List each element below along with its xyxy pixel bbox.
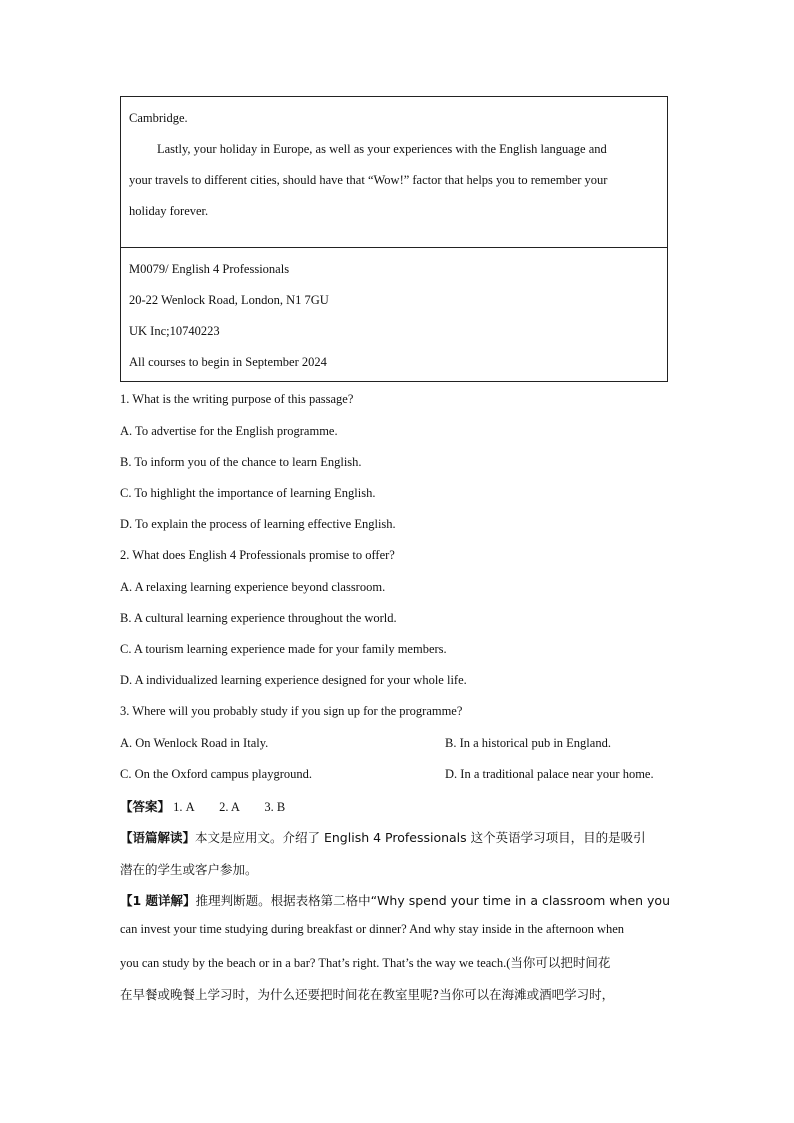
contact-company-id: UK Inc;10740223 (129, 324, 220, 338)
question-2-option-b: B. A cultural learning experience throughout the world. (120, 611, 397, 625)
interpretation-text-1: 本文是应用文。介绍了 English 4 Professionals 这个英语学习项目，目的是吸引 (195, 830, 646, 845)
contact-program: M0079/ English 4 Professionals (129, 262, 290, 276)
detail-line-1 (120, 891, 670, 909)
question-2-stem: 2. What does English 4 Professionals promise to offer? (120, 548, 395, 562)
interpretation-line-2: 潜在的学生或客户参加。 (120, 862, 258, 877)
contact-start-date: All courses to begin in September 2024 (129, 355, 327, 369)
interpretation-line-1 (120, 828, 646, 846)
question-3-option-a: A. On Wenlock Road in Italy. (120, 736, 269, 750)
question-1-stem: 1. What is the writing purpose of this passage? (120, 392, 354, 406)
answer-line (120, 797, 285, 815)
question-2-option-d: D. A individualized learning experience designed for your whole life. (120, 673, 467, 687)
contact-address: 20-22 Wenlock Road, London, N1 7GU (129, 293, 329, 307)
table-cell-passage (121, 97, 667, 248)
answer-tag: 【答案】 (120, 799, 171, 814)
question-1-option-d: D. To explain the process of learning effective English. (120, 517, 396, 531)
detail-tag: 【1 题详解】 (120, 893, 196, 908)
question-3-stem: 3. Where will you probably study if you sign up for the programme? (120, 704, 463, 718)
interpretation-tag: 【语篇解读】 (120, 830, 196, 845)
detail-text-1: 推理判断题。根据表格第二格中“Why spend your time in a classroom when you (195, 893, 670, 908)
passage-line-4: holiday forever. (129, 204, 209, 218)
info-table (120, 96, 668, 382)
question-3-option-d: D. In a traditional palace near your home. (445, 767, 654, 781)
detail-line-3: you can study by the beach or in a bar? That’s right. That’s the way we teach.(当你可以把时间花 (120, 956, 611, 970)
passage-line-3: your travels to different cities, should have that “Wow!” factor that helps you to remember your (129, 173, 608, 187)
question-2-option-c: C. A tourism learning experience made for your family members. (120, 642, 447, 656)
question-1-option-c: C. To highlight the importance of learning English. (120, 486, 376, 500)
detail-line-4: 在早餐或晚餐上学习时，为什么还要把时间花在教室里呢?当你可以在海滩或酒吧学习时， (120, 987, 615, 1002)
question-3-option-c: C. On the Oxford campus playground. (120, 767, 312, 781)
question-2-option-a: A. A relaxing learning experience beyond classroom. (120, 580, 386, 594)
answer-3: 3. B (264, 800, 286, 814)
question-3-option-b: B. In a historical pub in England. (445, 736, 611, 750)
detail-line-2: can invest your time studying during breakfast or dinner? And why stay inside in the afternoon when (120, 922, 625, 936)
answer-1: 1. A (173, 800, 194, 814)
question-1-option-b: B. To inform you of the chance to learn English. (120, 455, 362, 469)
passage-line-1: Cambridge. (129, 111, 188, 125)
answer-2: 2. A (219, 800, 240, 814)
passage-line-2: Lastly, your holiday in Europe, as well as your experiences with the English language and (157, 142, 607, 156)
question-1-option-a: A. To advertise for the English programme. (120, 424, 338, 438)
